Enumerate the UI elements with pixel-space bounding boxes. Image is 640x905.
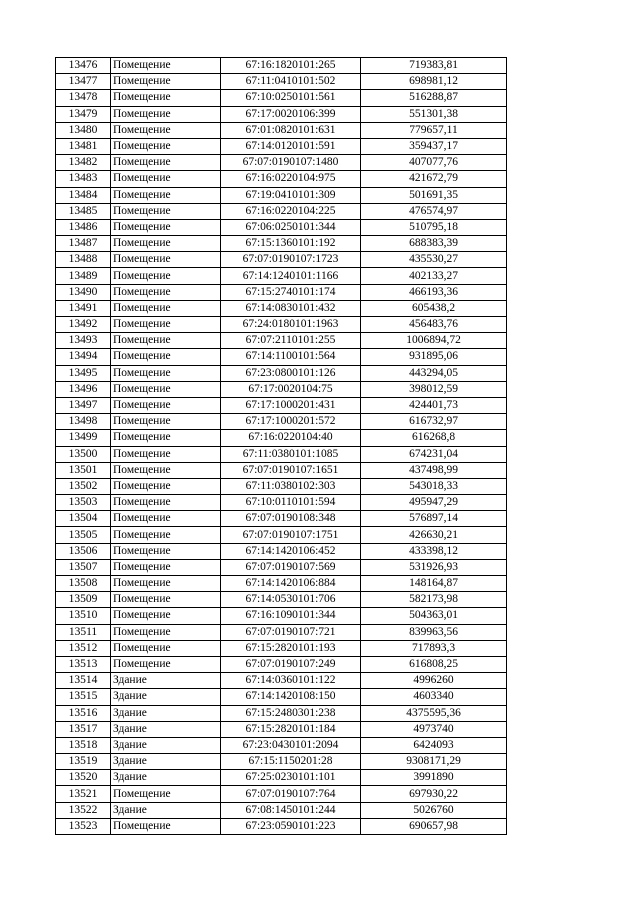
cadastral-value-cell: 698981,12 <box>361 74 507 90</box>
cadastral-number-cell: 67:17:1000201:431 <box>221 397 361 413</box>
object-type-cell: Помещение <box>111 74 221 90</box>
row-number-cell: 13480 <box>56 122 111 138</box>
object-type-cell: Помещение <box>111 317 221 333</box>
object-type-cell: Помещение <box>111 478 221 494</box>
cadastral-value-cell: 466193,36 <box>361 284 507 300</box>
row-number-cell: 13508 <box>56 576 111 592</box>
table-row <box>56 737 507 753</box>
cadastral-number-cell: 67:16:0220104:40 <box>221 430 361 446</box>
cadastral-number-cell: 67:19:0410101:309 <box>221 187 361 203</box>
row-number-cell: 13512 <box>56 640 111 656</box>
row-number-cell: 13490 <box>56 284 111 300</box>
cadastral-number-cell: 67:17:0020104:75 <box>221 381 361 397</box>
object-type-cell: Помещение <box>111 300 221 316</box>
cadastral-value-cell: 3991890 <box>361 770 507 786</box>
row-number-cell: 13501 <box>56 462 111 478</box>
object-type-cell: Помещение <box>111 608 221 624</box>
cadastral-number-cell: 67:14:1420106:884 <box>221 576 361 592</box>
cadastral-value-cell: 5026760 <box>361 802 507 818</box>
object-type-cell: Помещение <box>111 122 221 138</box>
table-row <box>56 138 507 154</box>
cadastral-value-cell: 9308171,29 <box>361 754 507 770</box>
cadastral-number-cell: 67:14:0830101:432 <box>221 300 361 316</box>
cadastral-number-cell: 67:07:0190107:1751 <box>221 527 361 543</box>
row-number-cell: 13492 <box>56 317 111 333</box>
object-type-cell: Помещение <box>111 155 221 171</box>
table-row <box>56 236 507 252</box>
object-type-cell: Здание <box>111 802 221 818</box>
row-number-cell: 13483 <box>56 171 111 187</box>
cadastral-value-cell: 437498,99 <box>361 462 507 478</box>
cadastral-value-cell: 6424093 <box>361 737 507 753</box>
object-type-cell: Помещение <box>111 203 221 219</box>
cadastral-value-cell: 433398,12 <box>361 543 507 559</box>
row-number-cell: 13520 <box>56 770 111 786</box>
row-number-cell: 13496 <box>56 381 111 397</box>
object-type-cell: Помещение <box>111 138 221 154</box>
table-row <box>56 414 507 430</box>
table-row <box>56 786 507 802</box>
row-number-cell: 13485 <box>56 203 111 219</box>
cadastral-value-cell: 4375595,36 <box>361 705 507 721</box>
cadastral-value-cell: 931895,06 <box>361 349 507 365</box>
object-type-cell: Помещение <box>111 414 221 430</box>
row-number-cell: 13491 <box>56 300 111 316</box>
table-row <box>56 300 507 316</box>
cadastral-value-cell: 516288,87 <box>361 90 507 106</box>
table-row <box>56 365 507 381</box>
object-type-cell: Помещение <box>111 187 221 203</box>
cadastral-number-cell: 67:15:2820101:193 <box>221 640 361 656</box>
cadastral-number-cell: 67:24:0180101:1963 <box>221 317 361 333</box>
object-type-cell: Помещение <box>111 365 221 381</box>
row-number-cell: 13487 <box>56 236 111 252</box>
cadastral-value-cell: 1006894,72 <box>361 333 507 349</box>
table-row <box>56 58 507 74</box>
table-row <box>56 462 507 478</box>
cadastral-value-cell: 148164,87 <box>361 576 507 592</box>
cadastral-value-cell: 543018,33 <box>361 478 507 494</box>
cadastral-number-cell: 67:15:2740101:174 <box>221 284 361 300</box>
cadastral-number-cell: 67:14:1240101:1166 <box>221 268 361 284</box>
cadastral-number-cell: 67:07:0190107:1723 <box>221 252 361 268</box>
row-number-cell: 13506 <box>56 543 111 559</box>
row-number-cell: 13509 <box>56 592 111 608</box>
object-type-cell: Здание <box>111 721 221 737</box>
table-row <box>56 656 507 672</box>
table-row <box>56 203 507 219</box>
row-number-cell: 13500 <box>56 446 111 462</box>
cadastral-value-cell: 531926,93 <box>361 559 507 575</box>
cadastral-value-cell: 495947,29 <box>361 495 507 511</box>
cadastral-value-cell: 398012,59 <box>361 381 507 397</box>
cadastral-number-cell: 67:17:1000201:572 <box>221 414 361 430</box>
object-type-cell: Помещение <box>111 381 221 397</box>
table-row <box>56 155 507 171</box>
row-number-cell: 13502 <box>56 478 111 494</box>
table-row <box>56 317 507 333</box>
cadastral-number-cell: 67:23:0800101:126 <box>221 365 361 381</box>
cadastral-number-cell: 67:16:1820101:265 <box>221 58 361 74</box>
object-type-cell: Помещение <box>111 430 221 446</box>
cadastral-value-cell: 402133,27 <box>361 268 507 284</box>
cadastral-number-cell: 67:23:0430101:2094 <box>221 737 361 753</box>
cadastral-number-cell: 67:17:0020106:399 <box>221 106 361 122</box>
cadastral-value-cell: 616268,8 <box>361 430 507 446</box>
table-row <box>56 689 507 705</box>
cadastral-number-cell: 67:16:1090101:344 <box>221 608 361 624</box>
cadastral-value-cell: 504363,01 <box>361 608 507 624</box>
cadastral-number-cell: 67:07:0190107:1651 <box>221 462 361 478</box>
cadastral-number-cell: 67:16:0220104:975 <box>221 171 361 187</box>
table-row <box>56 559 507 575</box>
cadastral-value-cell: 443294,05 <box>361 365 507 381</box>
cadastral-number-cell: 67:07:0190107:721 <box>221 624 361 640</box>
cadastral-number-cell: 67:15:2480301:238 <box>221 705 361 721</box>
cadastral-value-cell: 4603340 <box>361 689 507 705</box>
object-type-cell: Помещение <box>111 592 221 608</box>
row-number-cell: 13484 <box>56 187 111 203</box>
row-number-cell: 13488 <box>56 252 111 268</box>
table-row <box>56 511 507 527</box>
row-number-cell: 13494 <box>56 349 111 365</box>
table-row <box>56 721 507 737</box>
cadastral-number-cell: 67:14:0360101:122 <box>221 673 361 689</box>
object-type-cell: Здание <box>111 754 221 770</box>
row-number-cell: 13504 <box>56 511 111 527</box>
object-type-cell: Помещение <box>111 333 221 349</box>
object-type-cell: Помещение <box>111 236 221 252</box>
table-row <box>56 592 507 608</box>
table-body <box>56 58 507 835</box>
cadastral-number-cell: 67:06:0250101:344 <box>221 219 361 235</box>
table-row <box>56 381 507 397</box>
row-number-cell: 13503 <box>56 495 111 511</box>
cadastral-value-cell: 476574,97 <box>361 203 507 219</box>
row-number-cell: 13476 <box>56 58 111 74</box>
object-type-cell: Помещение <box>111 511 221 527</box>
cadastral-value-cell: 605438,2 <box>361 300 507 316</box>
table-row <box>56 171 507 187</box>
object-type-cell: Помещение <box>111 106 221 122</box>
table-row <box>56 252 507 268</box>
object-type-cell: Помещение <box>111 656 221 672</box>
row-number-cell: 13515 <box>56 689 111 705</box>
object-type-cell: Помещение <box>111 268 221 284</box>
cadastral-value-cell: 359437,17 <box>361 138 507 154</box>
table-row <box>56 446 507 462</box>
row-number-cell: 13523 <box>56 818 111 834</box>
object-type-cell: Помещение <box>111 446 221 462</box>
cadastral-value-cell: 616732,97 <box>361 414 507 430</box>
object-type-cell: Помещение <box>111 171 221 187</box>
cadastral-value-cell: 719383,81 <box>361 58 507 74</box>
cadastral-number-cell: 67:14:0120101:591 <box>221 138 361 154</box>
row-number-cell: 13489 <box>56 268 111 284</box>
table-row <box>56 705 507 721</box>
row-number-cell: 13497 <box>56 397 111 413</box>
cadastral-value-cell: 510795,18 <box>361 219 507 235</box>
cadastral-value-cell: 551301,38 <box>361 106 507 122</box>
row-number-cell: 13511 <box>56 624 111 640</box>
cadastral-value-cell: 407077,76 <box>361 155 507 171</box>
row-number-cell: 13522 <box>56 802 111 818</box>
cadastral-number-cell: 67:14:1420108:150 <box>221 689 361 705</box>
row-number-cell: 13507 <box>56 559 111 575</box>
cadastral-number-cell: 67:15:1360101:192 <box>221 236 361 252</box>
table-row <box>56 74 507 90</box>
row-number-cell: 13481 <box>56 138 111 154</box>
row-number-cell: 13518 <box>56 737 111 753</box>
table-row <box>56 219 507 235</box>
row-number-cell: 13499 <box>56 430 111 446</box>
table-row <box>56 106 507 122</box>
cadastral-value-cell: 501691,35 <box>361 187 507 203</box>
table-row <box>56 527 507 543</box>
cadastral-value-cell: 779657,11 <box>361 122 507 138</box>
row-number-cell: 13505 <box>56 527 111 543</box>
cadastral-number-cell: 67:07:0190107:1480 <box>221 155 361 171</box>
cadastral-number-cell: 67:07:0190108:348 <box>221 511 361 527</box>
table-row <box>56 333 507 349</box>
table-row <box>56 478 507 494</box>
table-row <box>56 640 507 656</box>
cadastral-number-cell: 67:07:0190107:569 <box>221 559 361 575</box>
cadastral-value-cell: 456483,76 <box>361 317 507 333</box>
object-type-cell: Помещение <box>111 284 221 300</box>
table-row <box>56 122 507 138</box>
row-number-cell: 13510 <box>56 608 111 624</box>
table-row <box>56 770 507 786</box>
cadastral-value-cell: 717893,3 <box>361 640 507 656</box>
row-number-cell: 13477 <box>56 74 111 90</box>
cadastral-value-cell: 690657,98 <box>361 818 507 834</box>
object-type-cell: Помещение <box>111 624 221 640</box>
table-row <box>56 90 507 106</box>
table-row <box>56 430 507 446</box>
table-row <box>56 818 507 834</box>
row-number-cell: 13514 <box>56 673 111 689</box>
cadastral-number-cell: 67:08:1450101:244 <box>221 802 361 818</box>
table-row <box>56 187 507 203</box>
cadastral-value-cell: 576897,14 <box>361 511 507 527</box>
cadastral-number-cell: 67:10:0250101:561 <box>221 90 361 106</box>
table-row <box>56 802 507 818</box>
object-type-cell: Помещение <box>111 640 221 656</box>
object-type-cell: Здание <box>111 689 221 705</box>
object-type-cell: Помещение <box>111 462 221 478</box>
row-number-cell: 13495 <box>56 365 111 381</box>
object-type-cell: Здание <box>111 770 221 786</box>
row-number-cell: 13521 <box>56 786 111 802</box>
row-number-cell: 13493 <box>56 333 111 349</box>
cadastral-value-cell: 839963,56 <box>361 624 507 640</box>
cadastral-number-cell: 67:14:1420106:452 <box>221 543 361 559</box>
object-type-cell: Здание <box>111 705 221 721</box>
table-row <box>56 673 507 689</box>
row-number-cell: 13519 <box>56 754 111 770</box>
row-number-cell: 13478 <box>56 90 111 106</box>
cadastral-value-cell: 435530,27 <box>361 252 507 268</box>
object-type-cell: Помещение <box>111 527 221 543</box>
object-type-cell: Здание <box>111 673 221 689</box>
cadastral-number-cell: 67:11:0380102:303 <box>221 478 361 494</box>
row-number-cell: 13498 <box>56 414 111 430</box>
table-row <box>56 349 507 365</box>
cadastral-number-cell: 67:11:0410101:502 <box>221 74 361 90</box>
table-row <box>56 576 507 592</box>
table-row <box>56 754 507 770</box>
table-row <box>56 495 507 511</box>
cadastral-number-cell: 67:07:0190107:764 <box>221 786 361 802</box>
object-type-cell: Помещение <box>111 818 221 834</box>
cadastral-value-cell: 421672,79 <box>361 171 507 187</box>
cadastral-number-cell: 67:10:0110101:594 <box>221 495 361 511</box>
object-type-cell: Помещение <box>111 219 221 235</box>
table-row <box>56 397 507 413</box>
document-page <box>55 57 507 835</box>
row-number-cell: 13513 <box>56 656 111 672</box>
cadastral-number-cell: 67:15:2820101:184 <box>221 721 361 737</box>
cadastral-value-cell: 697930,22 <box>361 786 507 802</box>
table-row <box>56 543 507 559</box>
cadastral-value-cell: 426630,21 <box>361 527 507 543</box>
cadastral-number-cell: 67:11:0380101:1085 <box>221 446 361 462</box>
object-type-cell: Помещение <box>111 252 221 268</box>
row-number-cell: 13479 <box>56 106 111 122</box>
cadastral-number-cell: 67:14:1100101:564 <box>221 349 361 365</box>
cadastral-number-cell: 67:07:0190107:249 <box>221 656 361 672</box>
cadastral-value-cell: 4973740 <box>361 721 507 737</box>
cadastral-value-cell: 616808,25 <box>361 656 507 672</box>
cadastral-value-cell: 424401,73 <box>361 397 507 413</box>
object-type-cell: Помещение <box>111 495 221 511</box>
object-type-cell: Помещение <box>111 90 221 106</box>
table-row <box>56 624 507 640</box>
row-number-cell: 13486 <box>56 219 111 235</box>
row-number-cell: 13482 <box>56 155 111 171</box>
object-type-cell: Помещение <box>111 786 221 802</box>
cadastral-value-cell: 688383,39 <box>361 236 507 252</box>
cadastral-number-cell: 67:16:0220104:225 <box>221 203 361 219</box>
cadastral-number-cell: 67:25:0230101:101 <box>221 770 361 786</box>
cadastral-number-cell: 67:23:0590101:223 <box>221 818 361 834</box>
cadastral-number-cell: 67:15:1150201:28 <box>221 754 361 770</box>
cadastral-value-cell: 582173,98 <box>361 592 507 608</box>
object-type-cell: Помещение <box>111 576 221 592</box>
cadastral-value-table <box>55 57 507 835</box>
cadastral-value-cell: 4996260 <box>361 673 507 689</box>
row-number-cell: 13516 <box>56 705 111 721</box>
cadastral-number-cell: 67:14:0530101:706 <box>221 592 361 608</box>
object-type-cell: Помещение <box>111 397 221 413</box>
object-type-cell: Здание <box>111 737 221 753</box>
object-type-cell: Помещение <box>111 559 221 575</box>
row-number-cell: 13517 <box>56 721 111 737</box>
table-row <box>56 608 507 624</box>
object-type-cell: Помещение <box>111 543 221 559</box>
cadastral-number-cell: 67:07:2110101:255 <box>221 333 361 349</box>
cadastral-number-cell: 67:01:0820101:631 <box>221 122 361 138</box>
table-row <box>56 284 507 300</box>
cadastral-value-cell: 674231,04 <box>361 446 507 462</box>
object-type-cell: Помещение <box>111 349 221 365</box>
table-row <box>56 268 507 284</box>
object-type-cell: Помещение <box>111 58 221 74</box>
